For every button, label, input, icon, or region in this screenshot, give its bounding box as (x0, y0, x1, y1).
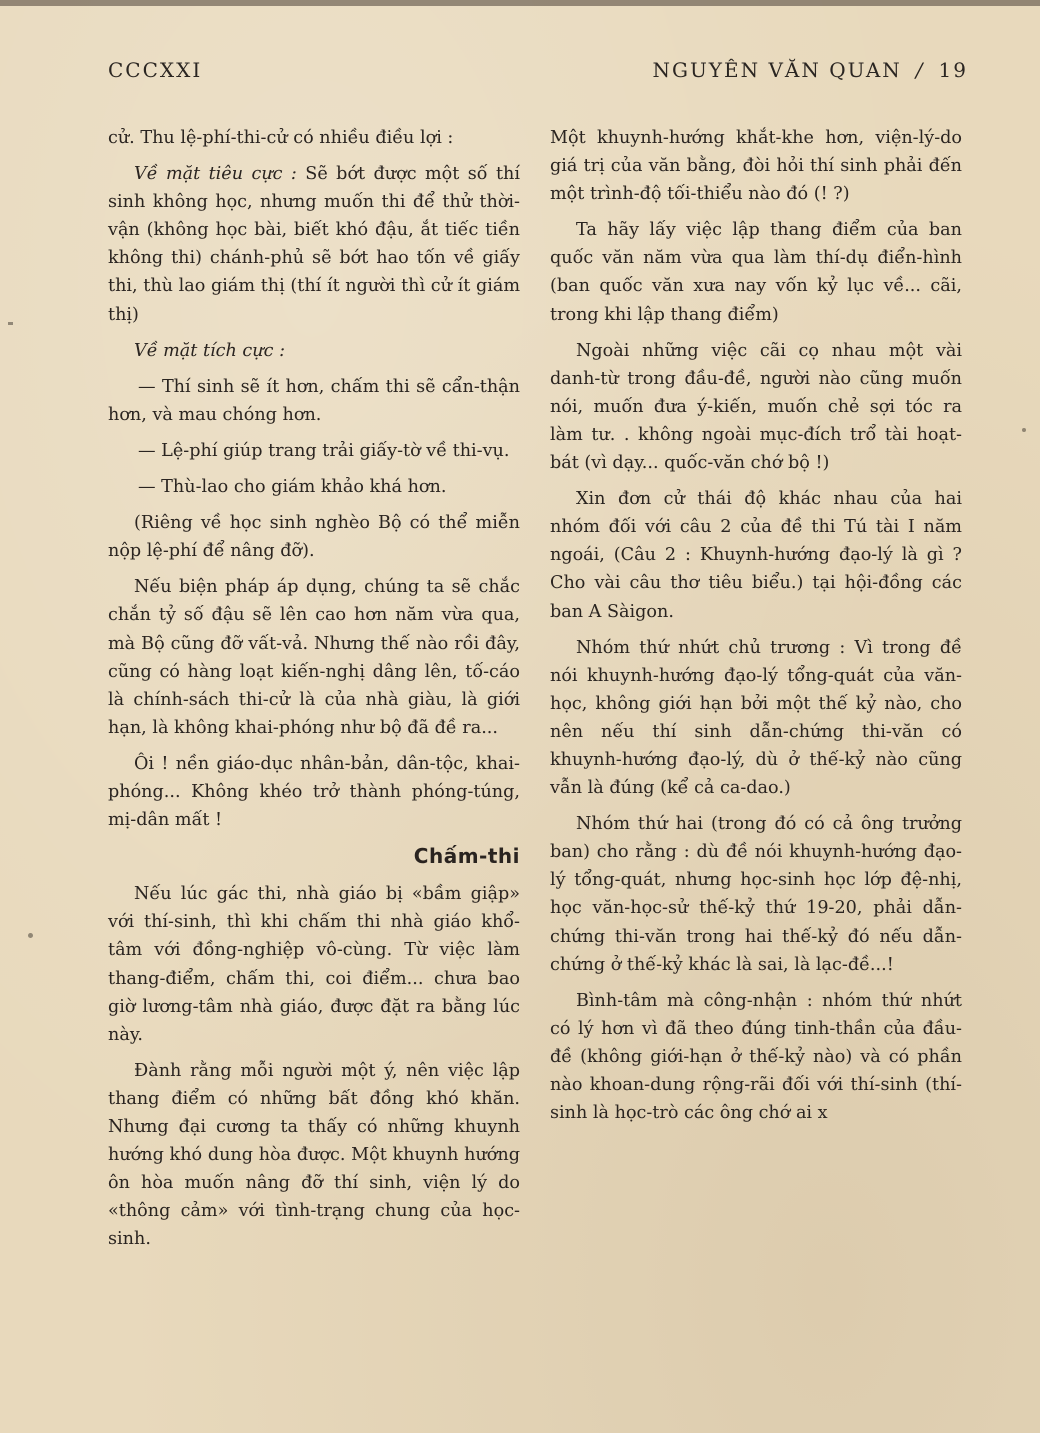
label-negative-aspect: Về mặt tiêu cực : (134, 164, 297, 185)
label-positive-aspect-text: Về mặt tích cực : (134, 340, 285, 361)
paragraph: Một khuynh-hướng khắt-khe hơn, viện-lý-do giá trị của văn bằng, đòi hỏi thí sinh phải đến một trình-độ tối-thiểu nào đó (! ?) (550, 128, 962, 205)
paragraph: cử. Thu lệ-phí-thi-cử có nhiều điều lợi : (108, 128, 454, 148)
running-header (108, 58, 968, 88)
section-heading: Chấm-thi (413, 844, 520, 869)
list-item: — Thù-lao cho giám khảo khá hơn. (138, 477, 447, 498)
chapter-number: CCCXXI (108, 58, 203, 82)
header-separator: / (915, 58, 925, 82)
paragraph: Nếu lúc gác thi, nhà giáo bị «bầm giập» với thí-sinh, thì khi chấm thi nhà giáo khổ-tâm với đồng-nghiệp vô-cùng. Từ việc làm thang-điểm, chấm thi, coi điểm... chưa bao giờ lương-tâm nhà giáo, được đặt ra bằng lúc này. (108, 884, 520, 1045)
paragraph-negative-aspect (108, 160, 520, 329)
page-number: 19 (938, 58, 968, 82)
paragraph: Nhóm thứ hai (trong đó có cả ông trưởng ban) cho rằng : dù đề nói khuynh-hướng đạo-lý tổng-quát, nhưng học-sinh học lớp đệ-nhị, học văn-học-sử thế-kỷ thứ 19-20, phải dẫn-chứng thi-văn trong hai thế-kỷ đó nếu dẫn-chứng ở thế-kỷ khác là sai, là lạc-đề...! (550, 814, 962, 975)
paragraph: Ôi ! nền giáo-dục nhân-bản, dân-tộc, khai-phóng... Không khéo trở thành phóng-túng, mị-dân mất ! (108, 753, 520, 831)
paragraph: Nếu biện pháp áp dụng, chúng ta sẽ chắc chắn tỷ số đậu sẽ lên cao hơn năm vừa qua, mà Bộ cũng đỡ vất-vả. Nhưng thế nào rồi đây, cũng có hàng loạt kiến-nghị dâng lên, tố-cáo là chính-sách thi-cử là của nhà giàu, là giới hạn, là không khai-phóng như bộ đã đề ra... (108, 577, 520, 738)
paragraph: Ngoài những việc cãi cọ nhau một vài danh-từ trong đầu-đề, người nào cũng muốn nói, muốn đưa ý-kiến, muốn chẻ sợi tóc ra làm tư. . không ngoài mục-đích trổ tài hoạt-bát (vì dạy... quốc-văn chớ bộ !) (550, 340, 962, 474)
paragraph: (Riêng về học sinh nghèo Bộ có thể miễn nộp lệ-phí để nâng đỡ). (108, 513, 520, 562)
right-column (550, 124, 962, 1135)
label-positive-aspect (108, 337, 520, 365)
author-name: NGUYÊN VĂN QUAN (652, 58, 902, 82)
scan-speck (28, 933, 33, 938)
paragraph: Đành rằng mỗi người một ý, nên việc lập thang điểm có những bất đồng khó khăn. Nhưng đại cương ta thấy có những khuynh hướng khó dung hòa được. Một khuynh hướng ôn hòa muốn nâng đỡ thí sinh, viện lý do «thông cảm» với tình-trạng chung của học-sinh. (108, 1060, 520, 1250)
list-item: — Thí sinh sẽ ít hơn, chấm thi sẽ cẩn-thận hơn, và mau chóng hơn. (108, 376, 520, 425)
running-title (652, 58, 968, 82)
paragraph: Ta hãy lấy việc lập thang điểm của ban quốc văn năm vừa qua làm thí-dụ điển-hình (ban quốc văn xưa nay vốn kỷ lục về... cãi, trong khi lập thang điểm) (550, 220, 962, 325)
paragraph: Bình-tâm mà công-nhận : nhóm thứ nhứt có lý hơn vì đã theo đúng tinh-thần của đầu-đề (không giới-hạn ở thế-kỷ nào) và có phần nào khoan-dung rộng-rãi đối với thí-sinh (thí-sinh là học-trò các ông chớ ai x (550, 990, 962, 1124)
paragraph: Nhóm thứ nhứt chủ trương : Vì trong đề nói khuynh-hướng đạo-lý tổng-quát của văn-học, không giới hạn bởi một thế kỷ nào, cho nên nếu thí sinh dẫn-chứng thi-văn có khuynh-hướng đạo-lý, dù ở thế-kỷ nào cũng vẫn là đúng (kể cả ca-dao.) (550, 637, 962, 799)
scan-speck (1022, 428, 1026, 432)
paragraph: Xin đơn cử thái độ khác nhau của hai nhóm đối với câu 2 của đề thi Tú tài I năm ngoái, (Câu 2 : Khuynh-hướng đạo-lý là gì ? Cho vài câu thơ tiêu biểu.) tại hội-đồng các ban A Sàigon. (550, 489, 962, 622)
paragraph-text: Sẽ bớt được một số thí sinh không học, nhưng muốn thi để thử thời-vận (không học bài, biết khó đậu, ắt tiếc tiền không thi) chánh-phủ sẽ bớt hao tốn về giấy thi, thù lao giám thị (thí ít người thì cử ít giám thị) (108, 164, 520, 325)
scan-speck (8, 322, 13, 325)
list-item: — Lệ-phí giúp trang trải giấy-tờ về thi-vụ. (138, 440, 510, 461)
page-top-edge (0, 0, 1040, 6)
left-column (108, 124, 520, 1261)
